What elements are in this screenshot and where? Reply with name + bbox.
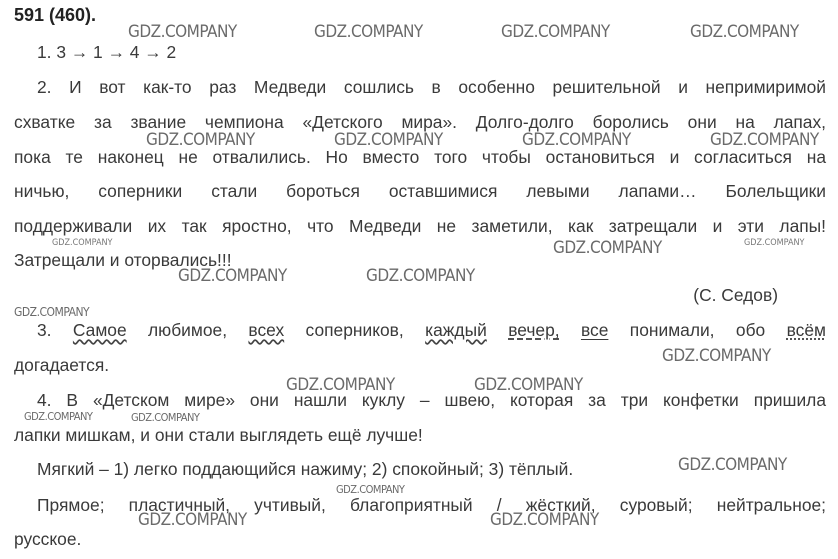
watermark: GDZ.COMPANY [690, 22, 799, 42]
watermark: GDZ.COMPANY [314, 22, 423, 42]
watermark-small: GDZ.COMPANY [744, 238, 805, 248]
watermark: GDZ.COMPANY [128, 22, 237, 42]
item-3-number: 3. [37, 320, 52, 340]
word-kazhdy: каждый [425, 320, 487, 340]
item-3-line-1 [37, 319, 826, 341]
word-vecher: вечер, [508, 320, 560, 340]
watermark: GDZ.COMPANY [553, 238, 662, 258]
watermark: GDZ.COMPANY [678, 455, 787, 475]
watermark: GDZ.COMPANY [662, 346, 771, 366]
item-4-line: лапки мишкам, и они стали выглядеть ещё лучше! [14, 425, 423, 445]
watermark-small: GDZ.COMPANY [14, 305, 90, 319]
watermark: GDZ.COMPANY [710, 130, 819, 150]
item-2-line: Затрещали и оторвались!!! [14, 250, 232, 270]
word-lyubimoe: любимое, [148, 320, 228, 340]
watermark-small: GDZ.COMPANY [24, 410, 93, 423]
watermark-small: GDZ.COMPANY [52, 238, 113, 248]
watermark-small: GDZ.COMPANY [131, 411, 200, 424]
item-2-line: ничью, соперники стали бороться оставшимися левыми лапами… Болельщики [14, 181, 826, 201]
watermark: GDZ.COMPANY [286, 375, 395, 395]
watermark: GDZ.COMPANY [334, 130, 443, 150]
direct-meaning-line: Прямое; пластичный, учтивый, благоприятный / жёсткий, суровый; нейтральное; [37, 495, 826, 515]
word-ponimali: понимали, [629, 320, 715, 340]
word-obo: обо [735, 320, 766, 340]
item-3-line-2: догадается. [14, 355, 110, 375]
item-2-line: схватке за звание чемпиона «Детского мира». Долго-долго боролись они на лапах, [14, 112, 826, 132]
watermark: GDZ.COMPANY [474, 375, 583, 395]
watermark: GDZ.COMPANY [178, 266, 287, 286]
word-vse: все [580, 320, 609, 340]
watermark: GDZ.COMPANY [490, 510, 599, 530]
watermark: GDZ.COMPANY [366, 266, 475, 286]
exercise-title: 591 (460). [14, 5, 97, 25]
watermark: GDZ.COMPANY [522, 130, 631, 150]
item-4-line: 4. В «Детском мире» они нашли куклу – швею, которая за три конфетки пришила [37, 390, 826, 410]
item-2-line: пока те наконец не отвалились. Но вместо того чтобы остановиться и согласиться на [14, 147, 826, 167]
watermark: GDZ.COMPANY [146, 130, 255, 150]
watermark: GDZ.COMPANY [501, 22, 610, 42]
word-vseh: всех [248, 320, 285, 340]
item-2-line: поддерживали их так яростно, что Медведи не заметили, как затрещали и эти лапы! [14, 216, 826, 236]
soft-definition: Мягкий – 1) легко поддающийся нажиму; 2) спокойный; 3) тёплый. [37, 459, 574, 479]
watermark-small: GDZ.COMPANY [336, 483, 405, 496]
author: (С. Седов) [693, 285, 778, 305]
word-vsyom: всём [786, 320, 826, 340]
word-sopernikov: соперников, [305, 320, 404, 340]
item-2-line: 2. И вот как-то раз Медведи сошлись в особенно решительной и непримиримой [37, 77, 826, 97]
item-1: 1. 3 → 1 → 4 → 2 [37, 42, 177, 62]
watermark: GDZ.COMPANY [138, 510, 247, 530]
direct-meaning-line-2: русское. [14, 529, 82, 549]
word-samoe: Самое [72, 320, 127, 340]
